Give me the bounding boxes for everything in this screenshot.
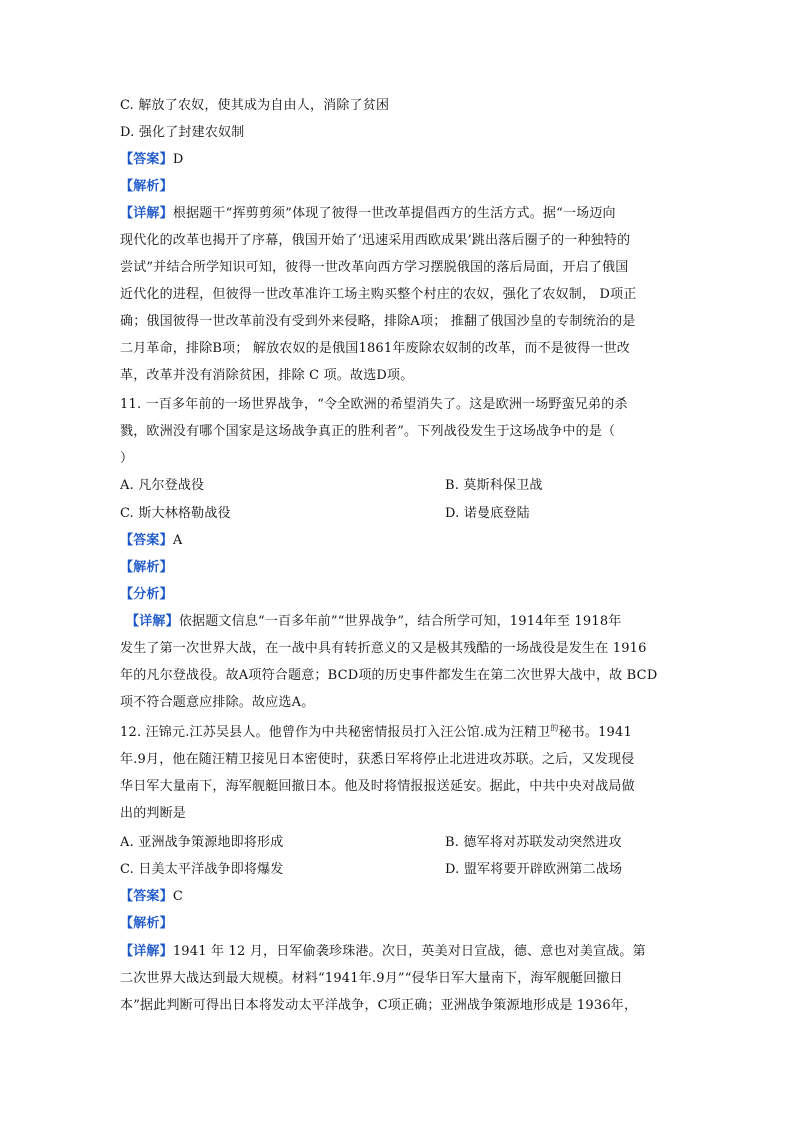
q12-stem-line-2: 年.9月，他在随汪精卫接见日本密使时，获悉日军将停止北进进攻苏联。之后，又发现侵 — [120, 752, 635, 767]
q10-detail-line-5: 确；俄国彼得一世改革前没有受到外来侵略，排除A项； 推翻了俄国沙皇的专制统治的是 — [120, 314, 636, 329]
q10-detail-line-7: 革，改革并没有消除贫困，排除 C 项。故选D项。 — [120, 368, 414, 383]
stem-text: 12. 汪锦元.江苏吴县人。他曾作为中共秘密情报员打入汪公馆.成为汪精卫 — [120, 725, 551, 740]
detail-tag: 【详解】 — [120, 206, 173, 221]
stem-superscript: 的 — [550, 723, 559, 733]
q12-analysis-tag: 【解析】 — [120, 916, 173, 931]
q12-option-a: A. 亚洲战争策源地即将形成 — [120, 835, 284, 850]
answer-tag: 【答案】 — [120, 533, 173, 548]
answer-value: D — [172, 152, 184, 167]
q12-answer — [120, 888, 183, 906]
detail-tag: 【详解】 — [120, 944, 173, 959]
q11-option-b: B. 莫斯科保卫战 — [445, 478, 543, 493]
q11-stem-line-1: 11. 一百多年前的一场世界战争，“令全欧洲的希望消失了。这是欧洲一场野蛮兄弟的杀 — [120, 397, 628, 412]
detail-text: 依据题文信息“一百多年前”“世界战争”，结合所学可知，1914年至 1918年 — [178, 614, 622, 629]
q12-option-c: C. 日美太平洋战争即将爆发 — [120, 862, 284, 877]
q10-answer — [120, 151, 183, 169]
q12-detail-line-2: 二次世界大战达到最大规模。材料“1941年.9月”“侵华日军大量南下，海军舰艇回撤日 — [120, 971, 623, 986]
q11-stem-line-3: ） — [120, 451, 134, 466]
q11-answer — [120, 532, 182, 550]
q11-detail-line-2: 发生了第一次世界大战，在一战中具有转折意义的又是极其残酷的一场战役是发生在 1916 — [120, 641, 647, 656]
q11-detail-line-4: 项不符合题意应排除。故应选A。 — [120, 695, 315, 710]
q12-detail-line-3: 本”据此判断可得出日本将发动太平洋战争，C项正确；亚洲战争策源地形成是 1936年， — [120, 998, 638, 1013]
answer-tag: 【答案】 — [120, 152, 173, 167]
answer-value: A — [172, 533, 183, 548]
q12-stem-line-1 — [120, 724, 632, 742]
q10-detail-line-1 — [120, 205, 616, 223]
q12-option-b: B. 德军将对苏联发动突然进攻 — [445, 835, 622, 850]
answer-value: C — [172, 889, 183, 904]
q11-detail-line-3: 年的凡尔登战役。故A项符合题意；BCD项的历史事件都发生在第二次世界大战中，故 BCD — [120, 668, 658, 683]
answer-tag: 【答案】 — [120, 889, 173, 904]
q11-option-c: C. 斯大林格勒战役 — [120, 506, 231, 521]
detail-text: 根据题干“挥剪剪须”体现了彼得一世改革提倡西方的生活方式。据“一场迈向 — [172, 206, 616, 221]
q12-detail-line-1 — [120, 943, 646, 961]
q11-detail-line-1 — [126, 613, 622, 631]
q11-option-a: A. 凡尔登战役 — [120, 478, 205, 493]
q12-option-d: D. 盟军将要开辟欧洲第二战场 — [445, 862, 623, 877]
q10-detail-line-6: 二月革命，排除B项； 解放农奴的是俄国1861年废除农奴制的改革，而不是彼得一世改 — [120, 341, 630, 356]
detail-text: 1941 年 12 月，日军偷袭珍珠港。次日，英美对日宣战，德、意也对美宣战。第 — [172, 944, 646, 959]
q11-analysis2-tag: 【分析】 — [120, 587, 173, 602]
q10-detail-line-2: 现代化的改革也揭开了序幕，俄国开始了‘迅速采用西欧成果’跳出落后圈子的一种独特的 — [120, 233, 631, 248]
q10-option-d: D. 强化了封建农奴制 — [120, 125, 245, 140]
q10-analysis-tag: 【解析】 — [120, 179, 173, 194]
q10-option-c: C. 解放了农奴，使其成为自由人，消除了贫困 — [120, 98, 390, 113]
q11-option-d: D. 诺曼底登陆 — [445, 506, 530, 521]
q12-stem-line-4: 出的判断是 — [120, 806, 187, 821]
q11-analysis-tag: 【解析】 — [120, 560, 173, 575]
detail-tag: 【详解】 — [126, 614, 179, 629]
q11-stem-line-2: 戮，欧洲没有哪个国家是这场战争真正的胜利者”。下列战役发生于这场战争中的是（ — [120, 424, 616, 439]
q10-detail-line-3: 尝试”并结合所学知识可知，彼得一世改革向西方学习摆脱俄国的落后局面，开启了俄国 — [120, 260, 629, 275]
stem-text: 秘书。1941 — [558, 725, 632, 740]
q10-detail-line-4: 近代化的进程，但彼得一世改革准许工场主购买整个村庄的农奴，强化了农奴制， D项正 — [120, 287, 637, 302]
q12-stem-line-3: 华日军大量南下，海军舰艇回撤日本。他及时将情报报送延安。据此，中共中央对战局做 — [120, 779, 635, 794]
